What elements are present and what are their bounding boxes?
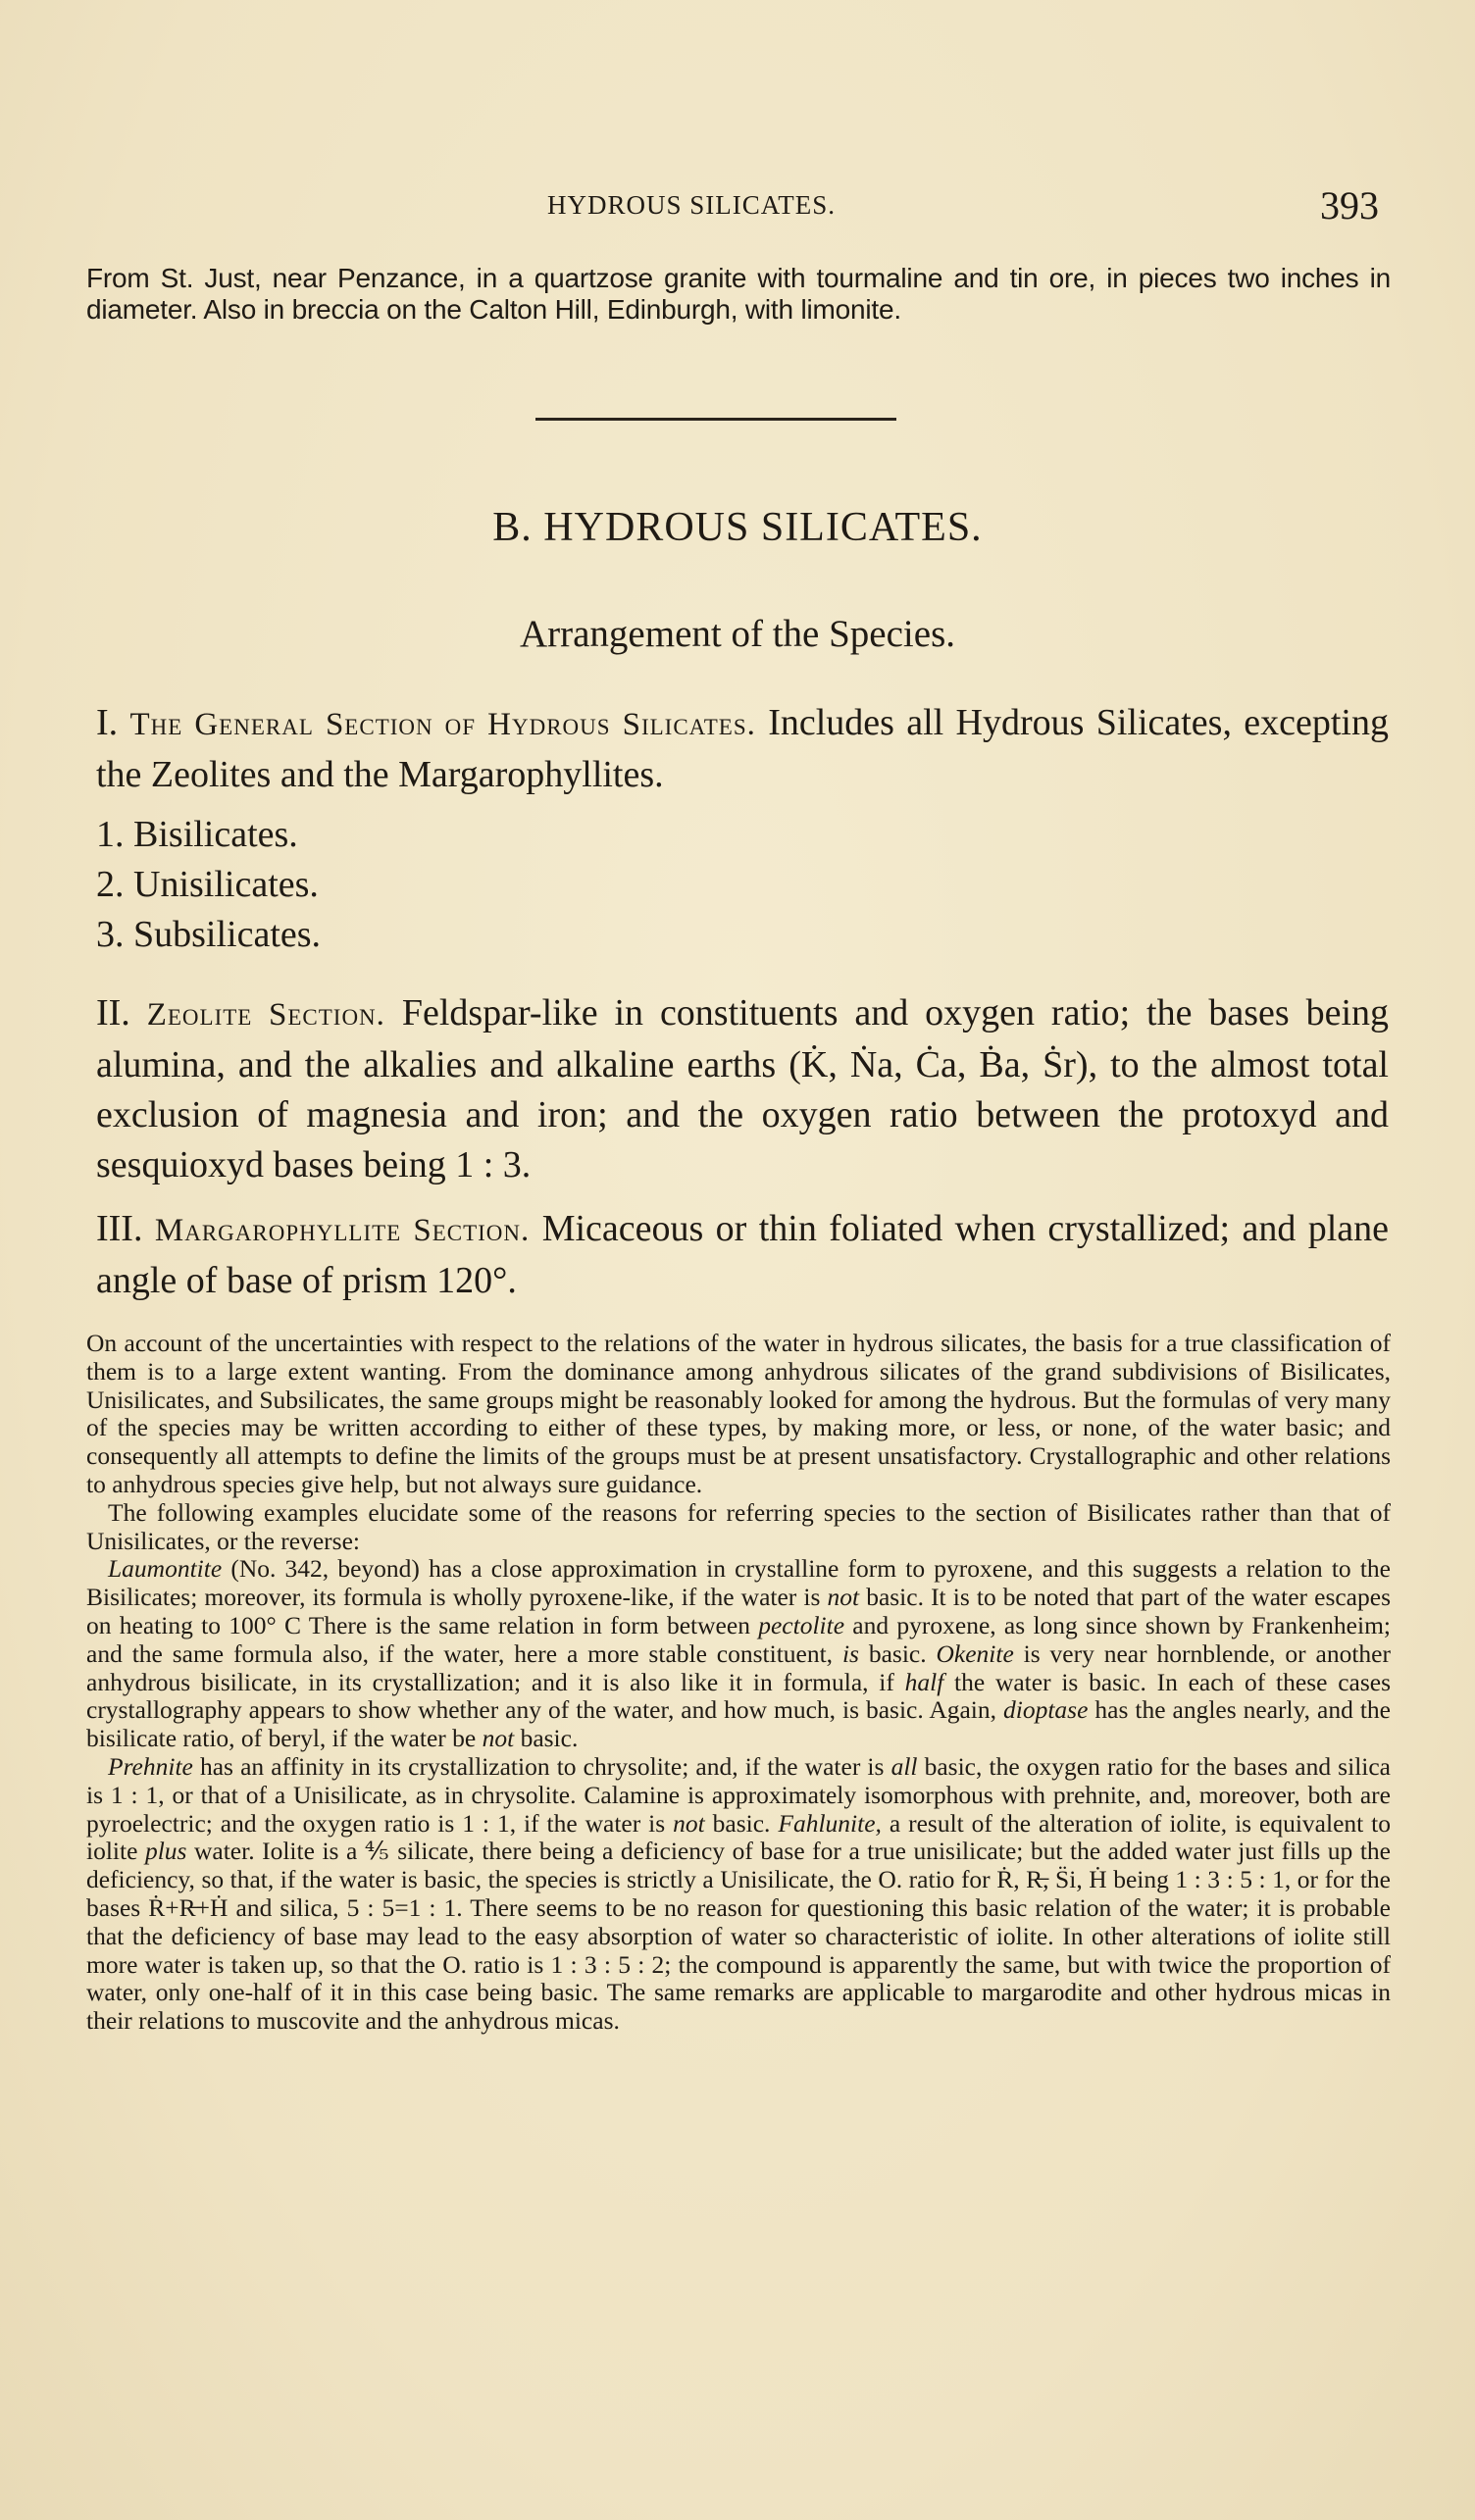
list-item: 3. Subsilicates.	[96, 914, 322, 955]
section-i-title: The General Section of Hydrous Silicates.	[129, 707, 756, 742]
list-item: 2. Unisilicates.	[96, 864, 319, 905]
subdivision-list	[96, 810, 321, 960]
notes-paragraph: The following examples elucidate some of the reasons for referring species to the section of Bisilicates rather than that of Unisilicates, or the reverse:	[86, 1497, 1391, 1555]
section-i-numeral: I.	[96, 702, 119, 743]
mineral-name: Okenite	[936, 1638, 1014, 1668]
section-ii-title: Zeolite Section.	[146, 997, 385, 1033]
list-item: 1. Bisilicates.	[96, 814, 298, 855]
page-number: 393	[1320, 183, 1379, 227]
mineral-name: Laumontite	[108, 1554, 223, 1584]
notes-body	[86, 1330, 1391, 2036]
section-iii-title: Margarophyllite Section.	[154, 1213, 531, 1248]
page-header	[0, 182, 1475, 231]
mineral-name: Prehnite	[108, 1751, 193, 1781]
notes-paragraph: Laumontite (No. 342, beyond) has a close approximation in crystalline form to pyroxene, and this suggests a relation to the Bisilicates; moreover, its formula is wholly pyroxene-like, if the water is not basic. It is to be noted that part of the water escapes on heating to 100° C There is the same relation in form between pectolite and pyroxene, as long since shown by Frankenheim; and the same formula also, if the water, here a more stable constituent, is basic. Okenite is very near hornblende, or another anhydrous bisilicate, in its crystallization; and it is also like it in formula, if half the water is basic. In each of these cases crystallography appears to show whether any of the water, and how much, is basic. Again, dioptase has the angles nearly, and the bisilicate ratio, of beryl, if the water be not basic.	[86, 1554, 1392, 1753]
section-ii-numeral: II.	[96, 992, 130, 1033]
notes-paragraph: Prehnite has an affinity in its crystallization to chrysolite; and, if the water is all basic, the oxygen ratio for the bases and silica is 1 : 1, or that of a Unisilicate, as in chrysolite. Calamine is approximately isomorphous with prehnite, and, moreover, both are pyroelectric; and the oxygen ratio is 1 : 1, if the water is not basic. Fahlunite, a result of the alteration of iolite, is equivalent to iolite plus water. Iolite is a ⅘ silicate, there being a deficiency of base for a true unisilicate; but the added water just fills up the deficiency, so that, if the water is basic, the species is strictly a Unisilicate, the O. ratio for Ṙ, R̶, S̈i, Ḣ being 1 : 3 : 5 : 1, or for the bases Ṙ+R̶+Ḣ and silica, 5 : 5=1 : 1. There seems to be no reason for questioning this basic relation of the water; it is probable that the deficiency of base may lead to the easy absorption of water so characteristic of iolite. In other alterations of iolite still more water is taken up, so that the O. ratio is 1 : 3 : 5 : 2; the compound is apparently the same, but with twice the proportion of water, only one-half of it in this case being basic. The same remarks are applicable to margarodite and other hydrous micas in their relations to muscovite and the anhydrous micas.	[86, 1751, 1392, 2036]
section-title: B. HYDROUS SILICATES.	[492, 505, 983, 550]
section-divider	[535, 418, 896, 421]
carryover-paragraph: From St. Just, near Penzance, in a quartzose granite with tourmaline and tin ore, in pieces two inches in diameter. Also in breccia on the Calton Hill, Edinburgh, with limonite.	[86, 263, 1391, 325]
mineral-name: pectolite	[758, 1610, 845, 1639]
section-iii-numeral: III.	[96, 1208, 143, 1249]
running-head: HYDROUS SILICATES.	[547, 190, 837, 220]
section-ii	[96, 988, 1389, 1190]
mineral-name: dioptase	[1003, 1695, 1089, 1725]
notes-paragraph: On account of the uncertainties with respect to the relations of the water in hydrous silicates, the basis for a true classification of them is to a large extent wanting. From the dominance among anhydrous silicates of the grand subdivisions of Bisilicates, Unisilicates, and Subsilicates, the same groups might be reasonably looked for among the hydrous. But the formulas of very many of the species may be written according to either of these types, by making more, or less, or none, of the water basic; and consequently all attempts to define the limits of the groups must be at present unsatisfactory. Crystallographic and other relations to anhydrous species give help, but not always sure guidance.	[86, 1329, 1391, 1498]
mineral-name: Fahlunite,	[778, 1808, 882, 1838]
section-iii	[96, 1204, 1389, 1306]
section-ii-text: Feldspar-like in constituents and oxygen ratio; the bases being alumina, and the alkalies and alkaline earths (K̇, Ṅa, Ċa, Ḃa, Ṡr), to the almost total exclusion of magnesia and iron; and the oxygen ratio between the protoxyd and sesquioxyd bases being 1 : 3.	[96, 992, 1389, 1185]
section-i	[96, 698, 1389, 800]
section-i-text: Includes all Hydrous Silicates, excepting the Zeolites and the Margarophyllites.	[96, 702, 1389, 795]
section-iii-text: Micaceous or thin foliated when crystallized; and plane angle of base of prism 120°.	[96, 1208, 1390, 1301]
subsection-title: Arrangement of the Species.	[519, 613, 955, 655]
